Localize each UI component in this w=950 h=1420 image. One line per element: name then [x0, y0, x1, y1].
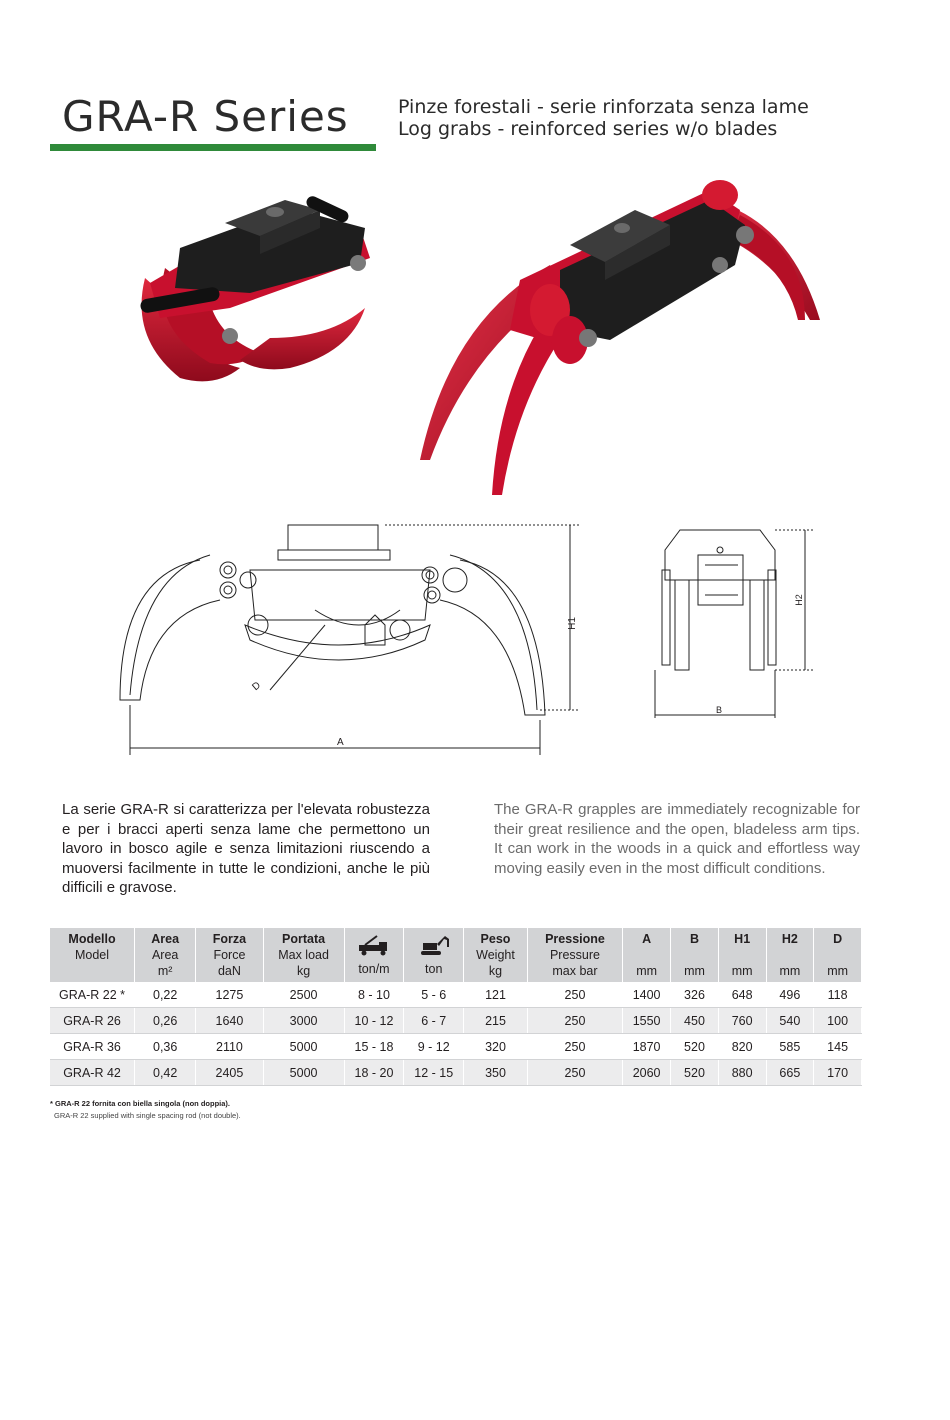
- col-header-force: Forza Force daN: [196, 928, 263, 982]
- table-cell: 15 - 18: [344, 1034, 404, 1060]
- table-cell: 1640: [196, 1008, 263, 1034]
- table-cell: 2110: [196, 1034, 263, 1060]
- table-cell: 3000: [263, 1008, 344, 1034]
- footnote-english: GRA-R 22 supplied with single spacing rod (not double).: [54, 1111, 241, 1120]
- table-cell: GRA-R 42: [50, 1060, 135, 1086]
- col-header-area: Area Area m²: [135, 928, 196, 982]
- col-header-crane: ton/m: [344, 928, 404, 982]
- excavator-icon: [417, 933, 451, 957]
- table-cell: 250: [527, 982, 622, 1008]
- table-cell: 820: [718, 1034, 766, 1060]
- table-cell: 520: [671, 1060, 719, 1086]
- table-row: [50, 982, 862, 1008]
- col-header-a: A mm: [623, 928, 671, 982]
- table-cell: 145: [814, 1034, 862, 1060]
- table-cell: 450: [671, 1008, 719, 1034]
- table-row: [50, 1034, 862, 1060]
- table-cell: 760: [718, 1008, 766, 1034]
- table-cell: 520: [671, 1034, 719, 1060]
- truck-crane-icon: [357, 933, 391, 957]
- dimension-label-h1: H1: [566, 617, 578, 630]
- table-cell: 540: [766, 1008, 814, 1034]
- col-header-max-load: Portata Max load kg: [263, 928, 344, 982]
- col-header-h1: H1 mm: [718, 928, 766, 982]
- table-cell: 0,22: [135, 982, 196, 1008]
- table-cell: 5000: [263, 1034, 344, 1060]
- table-cell: 121: [464, 982, 528, 1008]
- col-header-excavator: ton: [404, 928, 464, 982]
- table-cell: 0,42: [135, 1060, 196, 1086]
- title-underline: [50, 144, 376, 151]
- table-cell: GRA-R 26: [50, 1008, 135, 1034]
- table-cell: 2500: [263, 982, 344, 1008]
- table-cell: 9 - 12: [404, 1034, 464, 1060]
- table-cell: 665: [766, 1060, 814, 1086]
- table-cell: 5 - 6: [404, 982, 464, 1008]
- col-header-b: B mm: [671, 928, 719, 982]
- table-cell: 10 - 12: [344, 1008, 404, 1034]
- description-english: The GRA-R grapples are immediately recognizable for their great resilience and the open, bladeless arm tips. It can work in the woods in a quick and effortless way moving easily even in the most difficult conditions.: [494, 801, 860, 877]
- footnote-italian: * GRA-R 22 fornita con biella singola (non doppia).: [50, 1099, 231, 1108]
- table-cell: 0,26: [135, 1008, 196, 1034]
- col-header-weight: Peso Weight kg: [464, 928, 528, 982]
- subtitle-italian: Pinze forestali - serie rinforzata senza lame: [398, 96, 809, 118]
- table-cell: 215: [464, 1008, 528, 1034]
- table-row: [50, 1060, 862, 1086]
- table-cell: 1550: [623, 1008, 671, 1034]
- table-cell: 118: [814, 982, 862, 1008]
- table-cell: 100: [814, 1008, 862, 1034]
- page-title: GRA-R Series: [62, 92, 349, 141]
- table-cell: 8 - 10: [344, 982, 404, 1008]
- col-header-model: Modello Model: [50, 928, 135, 982]
- table-cell: 880: [718, 1060, 766, 1086]
- table-cell: GRA-R 22 *: [50, 982, 135, 1008]
- table-cell: 1400: [623, 982, 671, 1008]
- col-header-d: D mm: [814, 928, 862, 982]
- dimension-label-h2: H2: [793, 594, 804, 606]
- table-cell: 250: [527, 1034, 622, 1060]
- col-header-h2: H2 mm: [766, 928, 814, 982]
- table-cell: 648: [718, 982, 766, 1008]
- table-cell: 1870: [623, 1034, 671, 1060]
- table-row: [50, 1008, 862, 1034]
- table-cell: 2060: [623, 1060, 671, 1086]
- grapple-closed-photo: [120, 188, 380, 388]
- spec-table: [50, 928, 862, 1086]
- dimension-label-d: D: [250, 679, 263, 694]
- table-cell: 6 - 7: [404, 1008, 464, 1034]
- dimension-label-a: A: [337, 737, 344, 748]
- table-cell: 18 - 20: [344, 1060, 404, 1086]
- subtitle-english: Log grabs - reinforced series w/o blades: [398, 118, 778, 140]
- table-cell: 585: [766, 1034, 814, 1060]
- drawing-front-view: [100, 515, 590, 760]
- description-italian: La serie GRA-R si caratterizza per l'elevata robustezza e per i bracci aperti senza lame che permettono un lavoro in bosco agile e senza limitazioni riuscendo a muoversi facilmente in tutte le condizioni, anche le più difficili e gravose.: [62, 801, 430, 896]
- table-cell: 496: [766, 982, 814, 1008]
- drawing-side-view: [650, 520, 820, 720]
- table-cell: 1275: [196, 982, 263, 1008]
- table-cell: GRA-R 36: [50, 1034, 135, 1060]
- table-cell: 326: [671, 982, 719, 1008]
- table-cell: 250: [527, 1008, 622, 1034]
- table-cell: 12 - 15: [404, 1060, 464, 1086]
- dimension-label-b: B: [716, 705, 723, 715]
- table-cell: 2405: [196, 1060, 263, 1086]
- table-cell: 170: [814, 1060, 862, 1086]
- table-cell: 320: [464, 1034, 528, 1060]
- table-cell: 5000: [263, 1060, 344, 1086]
- table-cell: 250: [527, 1060, 622, 1086]
- grapple-open-photo: [410, 170, 830, 500]
- table-cell: 350: [464, 1060, 528, 1086]
- table-header-row: [50, 928, 862, 982]
- col-header-pressure: Pressione Pressure max bar: [527, 928, 622, 982]
- table-cell: 0,36: [135, 1034, 196, 1060]
